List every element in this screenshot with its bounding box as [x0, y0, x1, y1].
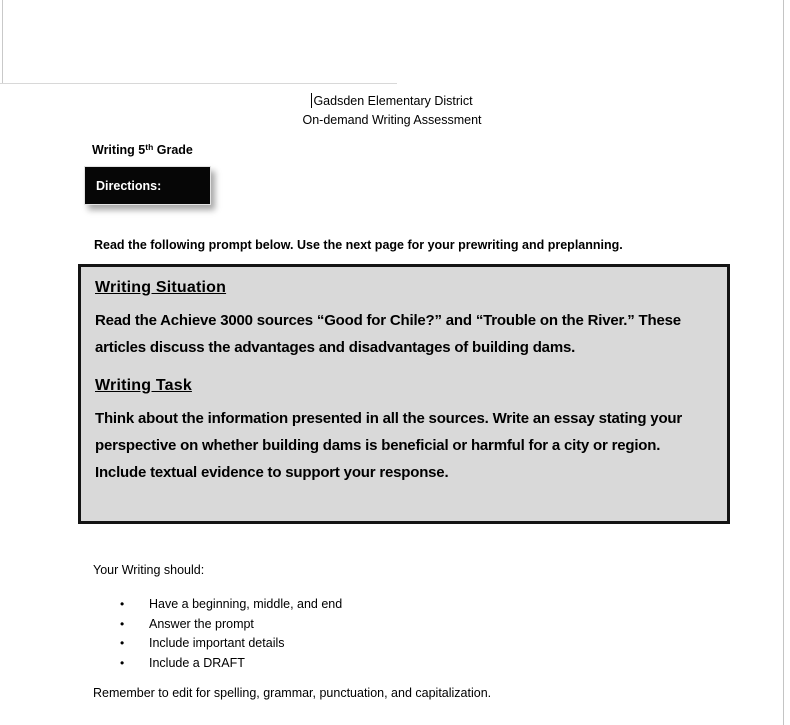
grade-heading-suffix: Grade [153, 143, 193, 157]
list-item [120, 653, 342, 673]
page-edge-left [2, 0, 3, 84]
grade-heading-superscript: th [145, 141, 154, 152]
list-item [120, 634, 342, 654]
list-item-text: Answer the prompt [149, 616, 254, 631]
bullet-icon: • [120, 616, 125, 631]
list-item-text: Have a beginning, middle, and end [149, 596, 343, 611]
grade-heading [92, 143, 193, 157]
list-item-text: Include a DRAFT [149, 656, 245, 671]
writing-should-label: Your Writing should: [93, 563, 205, 577]
title-line1: Gadsden Elementary District [313, 94, 473, 108]
bullet-icon: • [120, 636, 125, 651]
reminder-text: Remember to edit for spelling, grammar, punctuation, and capitalization. [93, 686, 492, 700]
list-item [120, 614, 342, 634]
title-line2: On-demand Writing Assessment [302, 112, 482, 127]
instruction-text: Read the following prompt below. Use the next page for your prewriting and preplanning. [94, 238, 623, 252]
directions-label: Directions: [96, 178, 162, 193]
writing-situation-heading: Writing Situation [95, 279, 227, 296]
page-edge-top [0, 83, 397, 84]
bullet-icon: • [120, 656, 125, 671]
bullet-icon: • [120, 596, 125, 611]
prompt-box [78, 264, 730, 524]
writing-should-list [120, 594, 342, 673]
list-item-text: Include important details [149, 636, 285, 651]
document-title [0, 92, 784, 129]
directions-textbox[interactable] [84, 166, 211, 205]
writing-task-heading: Writing Task [95, 377, 192, 394]
grade-heading-prefix: Writing 5 [92, 143, 146, 157]
writing-task-text: Think about the information presented in all the sources. Write an essay stating your perspective on whether building dams is beneficial or harmful for a city or region. Include textual evidence to support your response. [95, 410, 683, 481]
list-item [120, 594, 342, 614]
writing-situation-text: Read the Achieve 3000 sources “Good for Chile?” and “Trouble on the River.” These articles discuss the advantages and disadvantages of building dams. [95, 312, 681, 356]
